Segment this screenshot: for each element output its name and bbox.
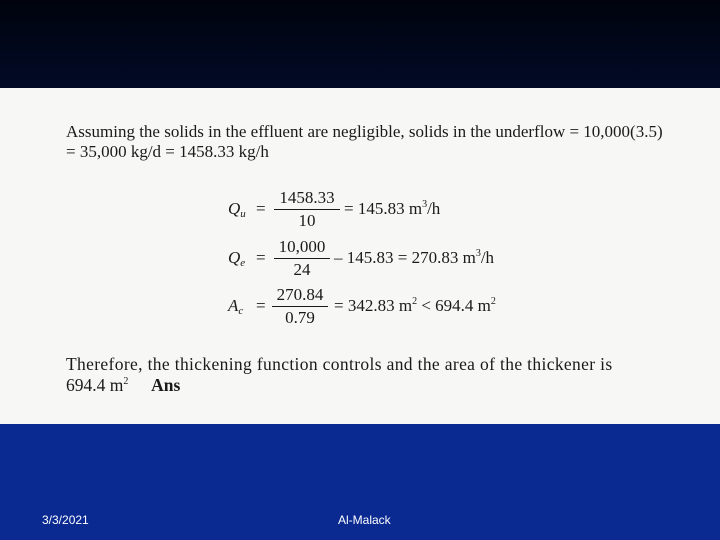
footer-author: Al-Malack bbox=[338, 513, 391, 527]
eq1-result: = 145.83 $m^3/h$ bbox=[344, 199, 441, 218]
eq2-equals: = bbox=[256, 248, 266, 267]
eq2-numerator: 10,000 bbox=[278, 237, 326, 256]
conclusion-line-1: Therefore, the thickening function controls and the area of the thickener is bbox=[66, 354, 613, 374]
intro-line-1: Assuming the solids in the effluent are negligible, solids in the underflow = 10,000(3.5) bbox=[66, 122, 663, 141]
eq1-symbol: $Q_u$ bbox=[228, 199, 246, 220]
eq2-denominator: 24 bbox=[293, 260, 311, 279]
footer-date: 3/3/2021 bbox=[42, 513, 89, 527]
eq1-numerator: 1458.33 bbox=[279, 188, 335, 207]
eq3-fraction bbox=[272, 285, 328, 328]
eq2-result: – 145.83 = 270.83 $m^3/h$ bbox=[334, 248, 495, 267]
eq1-denominator: 10 bbox=[298, 211, 316, 230]
eq3-denominator: 0.79 bbox=[285, 308, 315, 327]
eq3-result: = 342.83 $m^2 < 694.4$ $m^2$ bbox=[334, 296, 496, 315]
intro-line-2: = 35,000 kg/d = 1458.33 kg/h bbox=[66, 142, 269, 161]
eq1-equals: = bbox=[256, 199, 266, 218]
eq3-equals: = bbox=[256, 296, 266, 315]
eq3-symbol: $A_c$ bbox=[228, 296, 244, 317]
answer-label: Ans bbox=[151, 375, 181, 395]
eq2-fraction bbox=[274, 237, 330, 280]
slide-header-band bbox=[0, 0, 720, 88]
eq1-fraction bbox=[274, 188, 340, 231]
scanned-page-image bbox=[0, 88, 720, 424]
eq3-numerator: 270.84 bbox=[276, 285, 324, 304]
conclusion-line-2: 694.4 $m^2$ Ans bbox=[66, 375, 181, 395]
eq2-symbol: $Q_e$ bbox=[228, 248, 246, 269]
